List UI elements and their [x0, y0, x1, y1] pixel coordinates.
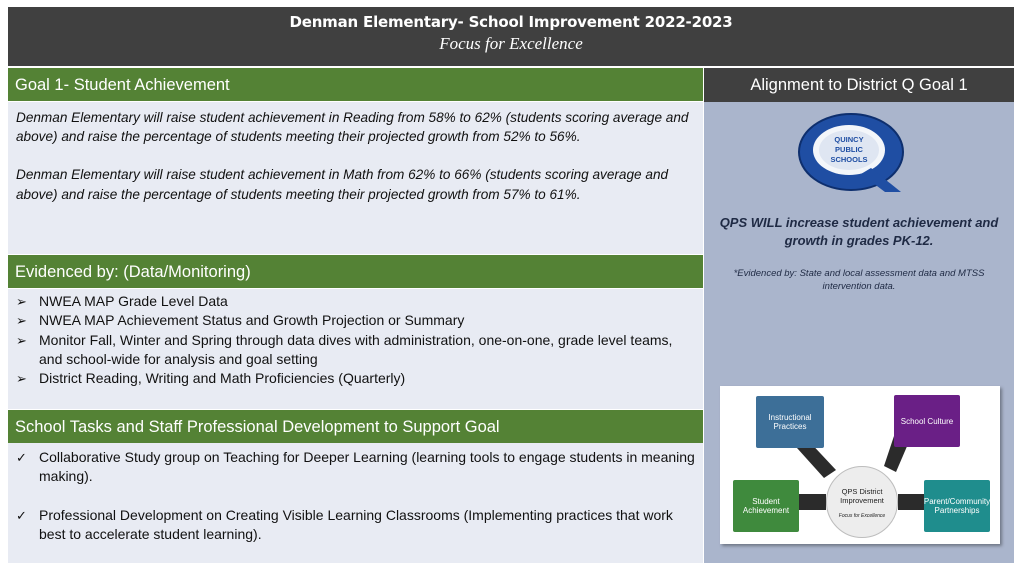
arrow-bullet-icon: ➢	[16, 332, 27, 348]
goal-math-text: Denman Elementary will raise student achievement in Math from 62% to 66% (students scoring average and above) and raise the percentage of students meeting their projected growth from 57% to 61%.	[16, 167, 669, 202]
svg-text:SCHOOLS: SCHOOLS	[830, 155, 868, 164]
district-improvement-diagram	[720, 386, 1000, 544]
goal-heading: Goal 1- Student Achievement	[8, 67, 703, 101]
page-title: Denman Elementary- School Improvement 2022-2023	[289, 13, 733, 31]
tasks-list	[16, 448, 695, 544]
quincy-public-schools-logo	[797, 112, 905, 194]
alignment-heading: Alignment to District Q Goal 1	[704, 67, 1014, 102]
svg-text:PUBLIC: PUBLIC	[835, 145, 863, 154]
list-item: ➢ NWEA MAP Achievement Status and Growth Projection or Summary	[16, 311, 695, 330]
diagram-center-circle: QPS District Improvement Focus for Excellence	[826, 466, 898, 538]
page-subtitle: Focus for Excellence	[439, 34, 583, 53]
alignment-panel	[704, 102, 1014, 563]
arrow-bullet-icon: ➢	[16, 294, 27, 309]
diagram-box-school-culture: School Culture	[894, 395, 960, 447]
checkmark-icon: ✓	[16, 450, 27, 465]
diagram-box-partnerships: Parent/Community Partnerships	[924, 480, 990, 532]
checkmark-icon: ✓	[16, 507, 27, 523]
goal-reading-text: Denman Elementary will raise student achievement in Reading from 58% to 62% (students scoring average and above) and raise the percentage of students meeting their projected growth from 52% to 56%.	[16, 110, 689, 145]
district-goal-text: QPS WILL increase student achievement and growth in grades PK-12.	[719, 215, 999, 248]
list-item: ✓ Professional Development on Creating Visible Learning Classrooms (Implementing practices that work best to accelerate student learning).	[16, 506, 673, 542]
diagram-box-instructional-practices: Instructional Practices	[756, 396, 824, 448]
list-item: ➢ Monitor Fall, Winter and Spring through data dives with administration, one-on-one, grade level teams, and school-wide for analysis and goal setting	[16, 331, 673, 367]
svg-text:QUINCY: QUINCY	[834, 135, 864, 144]
list-item: ➢ District Reading, Writing and Math Proficiencies (Quarterly)	[16, 369, 695, 388]
tasks-heading: School Tasks and Staff Professional Development to Support Goal	[8, 409, 703, 443]
district-evidence-note: *Evidenced by: State and local assessment data and MTSS intervention data.	[733, 268, 985, 292]
evidence-heading: Evidenced by: (Data/Monitoring)	[8, 254, 703, 288]
diagram-box-student-achievement: Student Achievement	[733, 480, 799, 532]
goal-panel	[8, 102, 703, 254]
tasks-panel	[8, 443, 703, 563]
arrow-icon	[898, 494, 924, 510]
arrow-bullet-icon: ➢	[16, 313, 27, 329]
page-header	[8, 7, 1014, 66]
list-item: ➢ NWEA MAP Grade Level Data	[16, 292, 695, 311]
evidence-list	[16, 292, 695, 388]
list-item: ✓ Collaborative Study group on Teaching for Deeper Learning (learning tools to engage students in meaning making).	[16, 449, 695, 485]
evidence-panel	[8, 289, 703, 410]
arrow-bullet-icon: ➢	[16, 371, 27, 387]
